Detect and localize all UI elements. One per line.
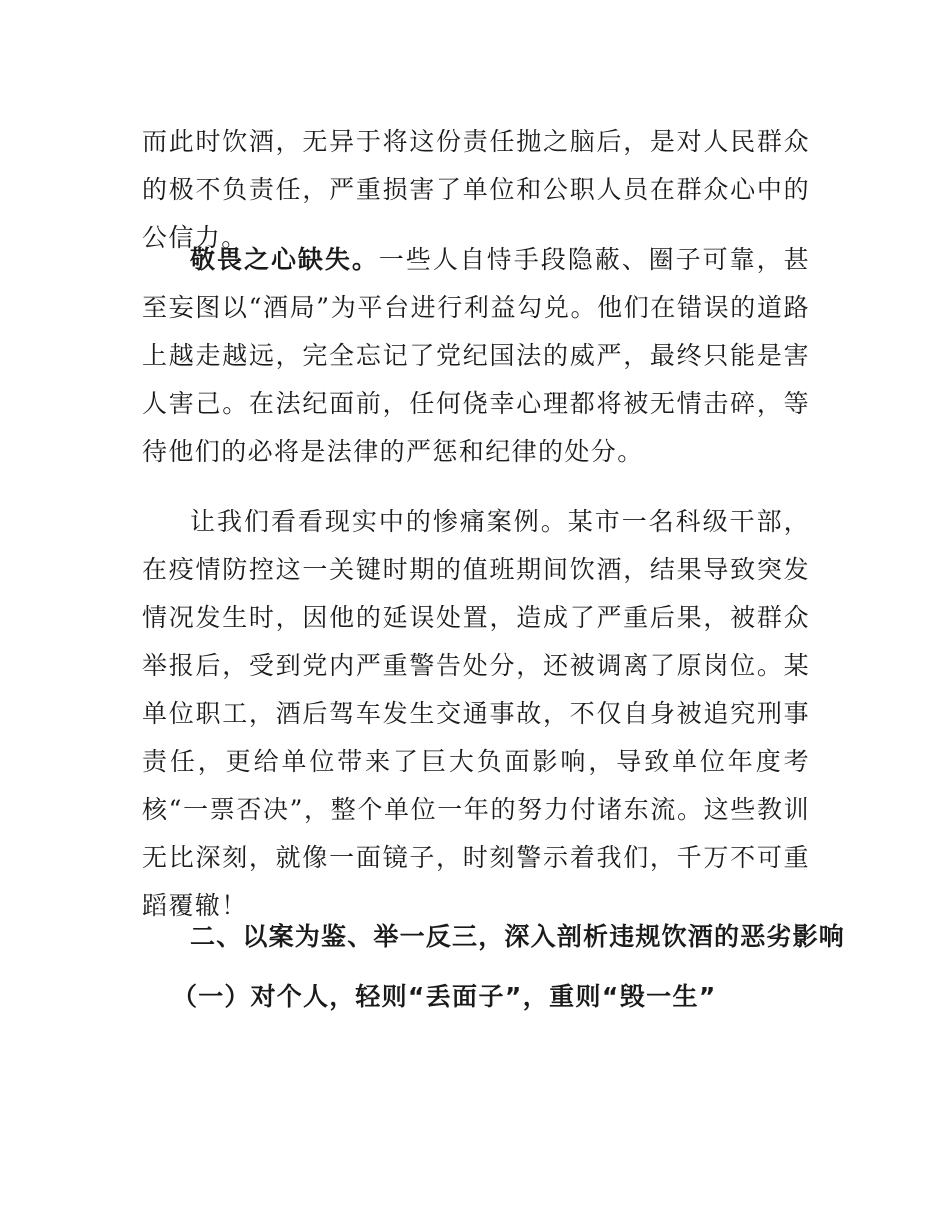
paragraph-1: 而此时饮酒，无异于将这份责任抛之脑后，是对人民群众的极不负责任，严重损害了单位和公职人员在群众心中的公信力。 [142, 127, 810, 252]
paragraph-2 [142, 236, 810, 476]
paragraph-2-lead: 敬畏之心缺失。 [190, 245, 379, 274]
subsection-heading-1 [172, 973, 717, 1021]
subsection-heading-quote-1: “丢面子” [407, 982, 523, 1011]
section-heading-2: 二、以案为鉴、举一反三，深入剖析违规饮酒的恶劣影响 [190, 922, 846, 951]
subsection-heading-prefix: （一）对个人，轻则 [172, 982, 408, 1011]
paragraph-2-body: 一些人自恃手段隐蔽、圈子可靠，甚至妄图以“酒局”为平台进行利益勾兑。他们在错误的道路上越走越远，完全忘记了党纪国法的威严，最终只能是害人害己。在法纪面前，任何侥幸心理都将被无情击碎，等待他们的必将是法律的严惩和纪律的处分。 [142, 245, 810, 466]
paragraph-3: 让我们看看现实中的惨痛案例。某市一名科级干部，在疫情防控这一关键时期的值班期间饮酒，结果导致突发情况发生时，因他的延误处置，造成了严重后果，被群众举报后，受到党内严重警告处分，还被调离了原岗位。某单位职工，酒后驾车发生交通事故，不仅自身被追究刑事责任，更给单位带来了巨大负面影响，导致单位年度考核“一票否决”，整个单位一年的努力付诸东流。这些教训无比深刻，就像一面镜子，时刻警示着我们，千万不可重蹈覆辙！ [142, 507, 810, 920]
subsection-heading-middle: ，重则 [522, 982, 602, 1011]
subsection-heading-quote-2: “毁一生” [601, 982, 717, 1011]
